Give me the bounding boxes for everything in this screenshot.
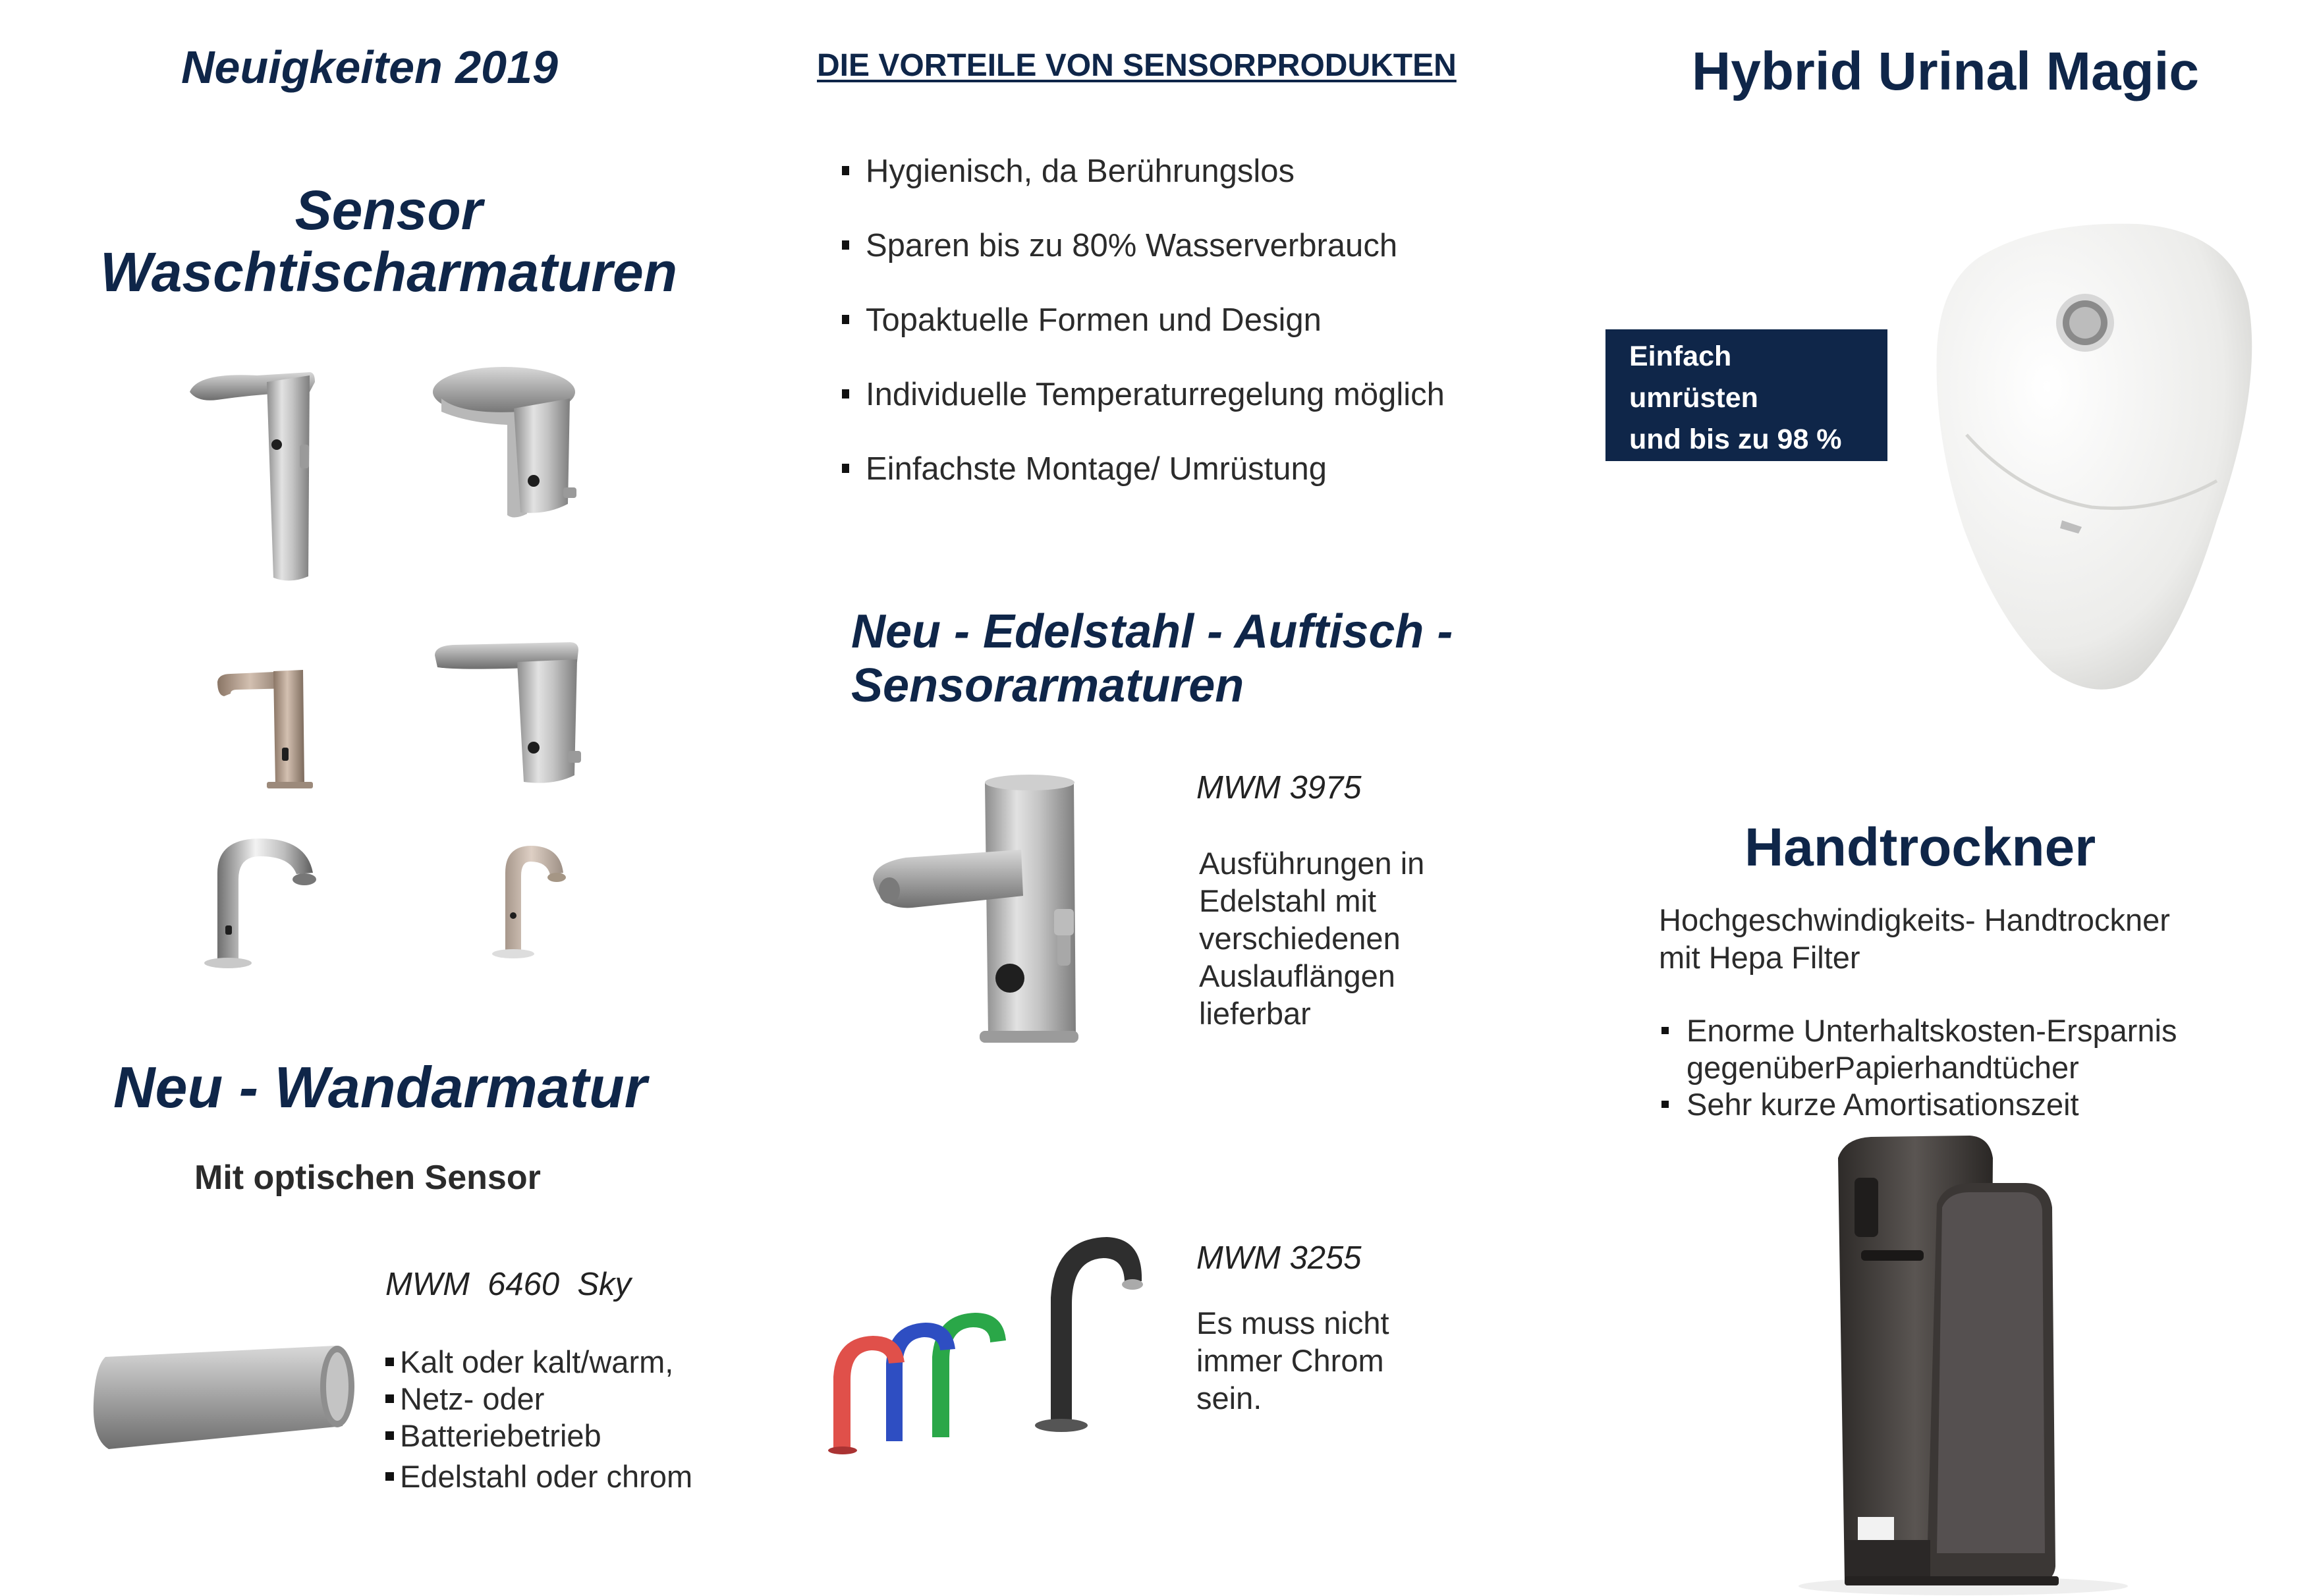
callout-line: Wasser sparen! — [1629, 465, 1839, 497]
urinal-title: Hybrid Urinal Magic — [1692, 41, 2200, 101]
benefit-item: Individuelle Temperaturregelung möglich — [842, 376, 1501, 414]
intro-line: Hochgeschwindigkeits- Handtrockner — [1659, 902, 2170, 937]
feature-item: Kalt oder kalt/warm, — [385, 1344, 767, 1381]
benefit-item: Topaktuelle Formen und Design — [842, 302, 1501, 339]
feature-item-continuation: Batteriebetrieb — [385, 1417, 767, 1454]
wall-faucet-subtitle: Mit optischen Sensor — [194, 1159, 541, 1197]
benefit-item: Sparen bis zu 80% Wasserverbrauch — [842, 227, 1501, 265]
chrome-gooseneck-faucet-image — [198, 827, 329, 972]
feature-item: Edelstahl oder chrom — [385, 1458, 767, 1495]
callout-line: und bis zu 98 % — [1629, 424, 1842, 455]
hand-dryer-intro — [1659, 901, 2170, 976]
feature-line: gegenüberPapierhandtücher — [1687, 1050, 2079, 1085]
sensor-title-line2: Waschtischarmaturen — [99, 241, 678, 303]
sensor-section-title — [66, 179, 711, 303]
product-3255-model: MWM 3255 — [1196, 1240, 1362, 1276]
benefit-item: Hygienisch, da Berührungslos — [842, 153, 1501, 190]
stainless-title-line2: Sensorarmaturen — [851, 659, 1244, 712]
stainless-title-line1: Neu - Edelstahl - Auftisch - — [851, 605, 1453, 658]
product-3975-description — [1199, 844, 1424, 1032]
bronze-sensor-faucet-image — [211, 662, 323, 790]
description-line: Ausführungen in — [1199, 846, 1425, 881]
product-3975-model: MWM 3975 — [1196, 770, 1362, 806]
colored-faucets-3255-image — [827, 1219, 1150, 1469]
champagne-gooseneck-faucet-image — [464, 837, 576, 962]
hand-dryer-image — [1772, 1132, 2141, 1596]
sensor-title-line1: Sensor — [294, 179, 483, 241]
flat-top-sensor-faucet-image — [428, 636, 586, 790]
wall-faucet-features — [385, 1344, 767, 1495]
description-line: verschiedenen — [1199, 921, 1401, 956]
oval-sensor-faucet-image — [428, 362, 586, 520]
wall-faucet-title: Neu - Wandarmatur — [113, 1055, 648, 1120]
benefits-list — [842, 153, 1501, 525]
feature-line: Enorme Unterhaltskosten-Ersparnis — [1687, 1013, 2177, 1048]
urinal-savings-callout — [1605, 329, 1887, 497]
description-line: Es muss nicht — [1196, 1306, 1389, 1340]
feature-item — [1659, 1012, 2252, 1086]
description-line: Edelstahl mit — [1199, 883, 1377, 918]
feature-line: Sehr kurze Amortisationszeit — [1687, 1087, 2079, 1122]
feature-item: Netz- oder — [385, 1381, 767, 1417]
stainless-section-title — [851, 605, 1453, 713]
benefit-item: Einfachste Montage/ Umrüstung — [842, 451, 1501, 488]
hand-dryer-title: Handtrockner — [1744, 817, 2096, 877]
wall-faucet-image — [86, 1340, 369, 1456]
stainless-faucet-3975-image — [866, 771, 1103, 1054]
description-line: lieferbar — [1199, 996, 1311, 1031]
description-line: sein. — [1196, 1381, 1262, 1416]
tall-sensor-faucet-image — [178, 346, 329, 590]
description-line: immer Chrom — [1196, 1343, 1384, 1378]
urinal-image — [1920, 217, 2263, 698]
intro-line: mit Hepa Filter — [1659, 940, 1860, 975]
callout-line: Einfach umrüsten — [1629, 341, 1758, 414]
wall-faucet-model: MWM 6460 Sky — [385, 1267, 632, 1302]
feature-item — [1659, 1086, 2252, 1123]
benefits-title: DIE VORTEILE VON SENSORPRODUKTEN — [817, 48, 1457, 83]
description-line: Auslauflängen — [1199, 958, 1395, 993]
hand-dryer-features — [1659, 1012, 2252, 1123]
news-title: Neuigkeiten 2019 — [181, 41, 558, 93]
product-3255-description — [1196, 1304, 1389, 1417]
